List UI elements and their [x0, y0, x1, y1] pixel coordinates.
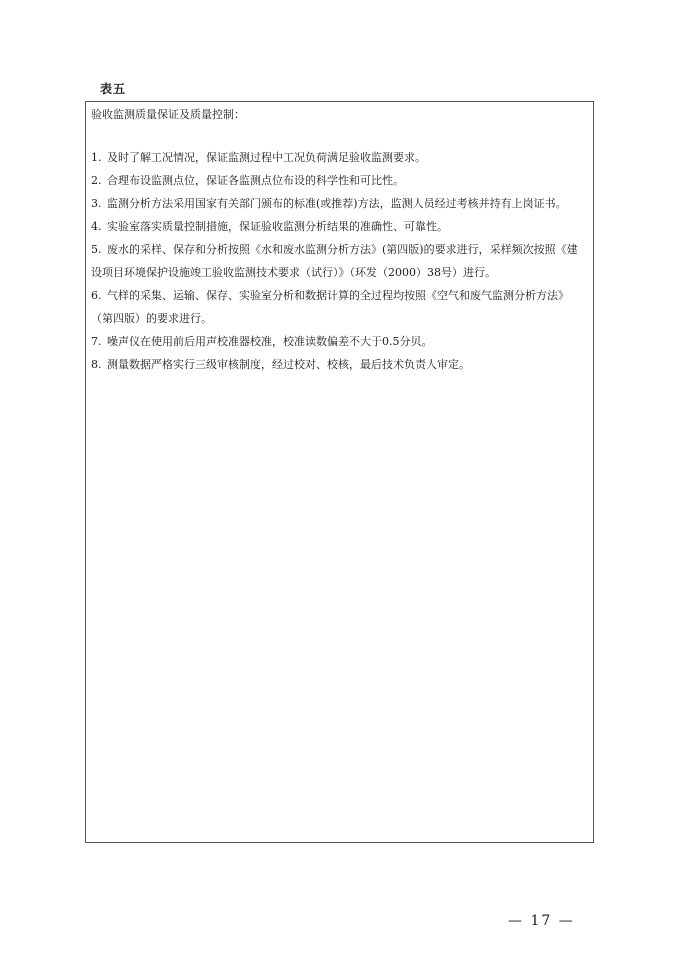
list-item	[91, 330, 581, 353]
item-text: 测量数据严格实行三级审核制度，经过校对、校核，最后技术负责人审定。	[107, 358, 470, 371]
item-number: 2.	[91, 174, 102, 187]
list-item	[91, 146, 581, 169]
item-number: 8.	[91, 358, 102, 371]
item-text: 实验室落实质量控制措施，保证验收监测分析结果的准确性、可靠性。	[107, 220, 448, 233]
list-item	[91, 353, 581, 376]
item-number: 6.	[91, 289, 102, 302]
list-item	[91, 192, 581, 215]
item-number: 1.	[91, 151, 102, 164]
item-number: 7.	[91, 335, 102, 348]
item-text: 及时了解工况情况，保证监测过程中工况负荷满足验收监测要求。	[107, 151, 426, 164]
list-item	[91, 284, 581, 330]
list-item	[91, 238, 581, 284]
item-text: 气样的采集、运输、保存、实验室分析和数据计算的全过程均按照《空气和废气监测分析方法》（第四版）的要求进行。	[91, 289, 569, 325]
item-text: 噪声仪在使用前后用声校准器校准，校准读数偏差不大于0.5分贝。	[107, 335, 433, 348]
table-label: 表五	[100, 82, 127, 96]
list-item	[91, 169, 581, 192]
list-item	[91, 215, 581, 238]
item-text: 监测分析方法采用国家有关部门颁布的标准(或推荐)方法，监测人员经过考核并持有上岗证书。	[107, 197, 567, 210]
item-number: 5.	[91, 243, 102, 256]
item-number: 3.	[91, 197, 102, 210]
page-number: — 17 —	[508, 913, 575, 929]
item-text: 废水的采样、保存和分析按照《水和废水监测分析方法》(第四版)的要求进行，采样频次按照《建设项目环境保护设施竣工验收监测技术要求（试行）》（环发（2000）38号）进行。	[91, 243, 578, 279]
item-text: 合理布设监测点位，保证各监测点位布设的科学性和可比性。	[107, 174, 404, 187]
box-heading: 验收监测质量保证及质量控制：	[91, 108, 245, 121]
content-box	[85, 101, 594, 843]
qa-list	[91, 146, 581, 376]
item-number: 4.	[91, 220, 102, 233]
